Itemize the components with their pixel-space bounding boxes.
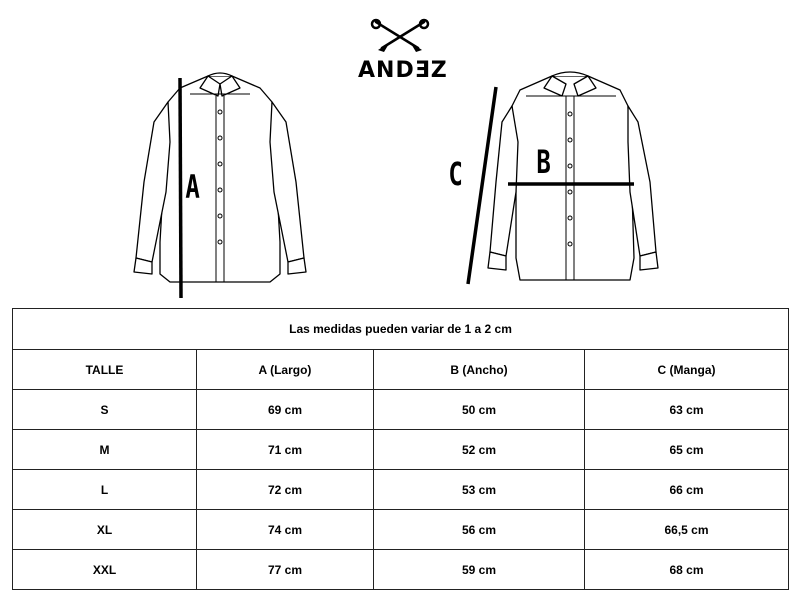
header-row: [13, 350, 789, 390]
table-row: [13, 470, 789, 510]
shirt-back-drawing: [440, 62, 680, 292]
length-cell: 72 cm: [197, 470, 374, 510]
header-cell: TALLE: [13, 350, 197, 390]
length-cell: 69 cm: [197, 390, 374, 430]
sleeve-cell: 66 cm: [585, 470, 789, 510]
sleeve-cell: 63 cm: [585, 390, 789, 430]
table-row: [13, 430, 789, 470]
shirt-front-drawing: [120, 62, 320, 302]
size-cell: XXL: [13, 550, 197, 590]
note-row: [13, 309, 789, 350]
size-cell: S: [13, 390, 197, 430]
header-cell: A (Largo): [197, 350, 374, 390]
width-cell: 53 cm: [374, 470, 585, 510]
brand-logo: [358, 14, 448, 83]
measure-label-b: B: [536, 143, 551, 181]
size-table: [12, 308, 789, 590]
width-cell: 52 cm: [374, 430, 585, 470]
measure-label-a: A: [185, 168, 200, 206]
header-cell: C (Manga): [585, 350, 789, 390]
table-row: [13, 390, 789, 430]
length-cell: 77 cm: [197, 550, 374, 590]
sleeve-cell: 65 cm: [585, 430, 789, 470]
sleeve-cell: 66,5 cm: [585, 510, 789, 550]
size-cell: M: [13, 430, 197, 470]
table-row: [13, 550, 789, 590]
safety-pins-icon: [358, 14, 442, 58]
size-cell: L: [13, 470, 197, 510]
length-cell: 74 cm: [197, 510, 374, 550]
sleeve-cell: 68 cm: [585, 550, 789, 590]
width-cell: 59 cm: [374, 550, 585, 590]
table-row: [13, 510, 789, 550]
brand-name: ANDƎZ: [358, 58, 448, 83]
length-cell: 71 cm: [197, 430, 374, 470]
width-cell: 56 cm: [374, 510, 585, 550]
measurement-note: Las medidas pueden variar de 1 a 2 cm: [13, 309, 789, 350]
size-cell: XL: [13, 510, 197, 550]
measure-label-c: C: [448, 155, 463, 193]
width-cell: 50 cm: [374, 390, 585, 430]
header-cell: B (Ancho): [374, 350, 585, 390]
